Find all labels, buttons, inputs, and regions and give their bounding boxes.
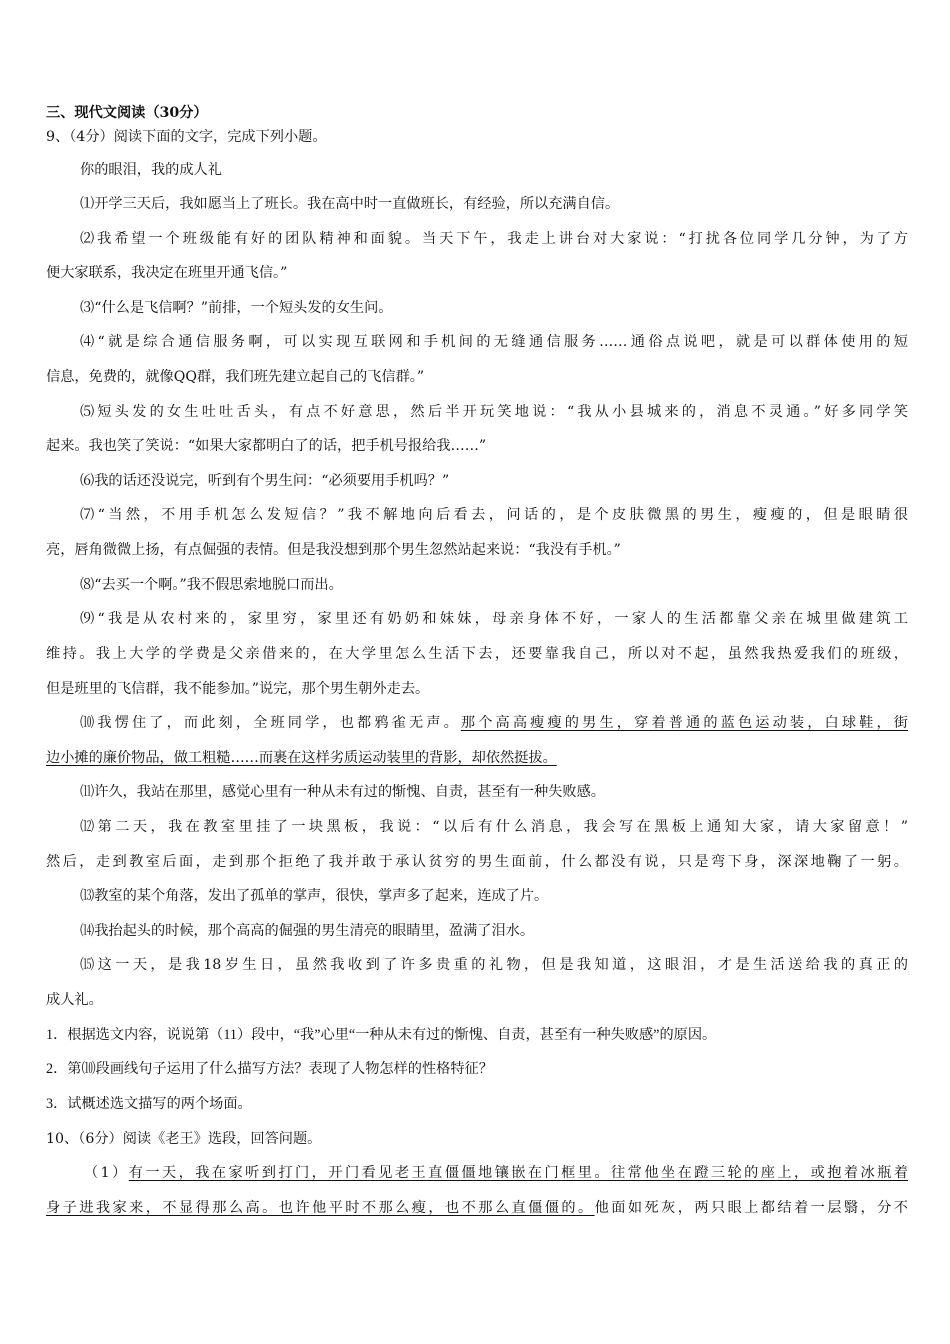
question-10-heading: 10、（6分）阅读《老王》选段，回答问题。 — [46, 1131, 322, 1147]
question-9-3: 3．试概述选文描写的两个场面。 — [46, 1096, 252, 1112]
question-9-1: 1．根据选文内容，说说第（11）段中，“我”心里“一种从未有过的惭愧、自责，甚至有一种失败感”的原因。 — [46, 1027, 717, 1043]
paragraph-7-line-1: ⑺“当然，不用手机怎么发短信？”我不解地向后看去，问话的，是个皮肤微黑的男生，瘦瘦的，但是眼睛很 — [80, 507, 908, 523]
paragraph-9-line-3: 但是班里的飞信群，我不能参加。”说完，那个男生朝外走去。 — [46, 681, 430, 697]
paragraph-14: ⒁我抬起头的时候，那个高高的倔强的男生清亮的眼睛里，盈满了泪水。 — [80, 923, 535, 939]
excerpt-underlined-text: 有一天，我在家听到打门，开门看见老王直僵僵地镶嵌在门框里。往常他坐在蹬三轮的座上，或抱着冰瓶着 — [128, 1165, 908, 1181]
paragraph-4-line-2: 信息，免费的，就像QQ群，我们班先建立起自己的飞信群。” — [46, 369, 425, 385]
paragraph-1: ⑴开学三天后，我如愿当上了班长。我在高中时一直做班长，有经验，所以充满自信。 — [80, 196, 620, 212]
paragraph-15-line-1: ⒂这一天，是我18岁生日，虽然我收到了许多贵重的礼物，但是我知道，这眼泪，才是生活送给我的真正的 — [80, 957, 908, 973]
paragraph-6: ⑹我的话还没说完，听到有个男生问：“必须要用手机吗？” — [80, 473, 450, 489]
paragraph-10-underlined-text: 那个高高瘦瘦的男生，穿着普通的蓝色运动装，白球鞋，街 — [460, 715, 908, 731]
paragraph-2-line-2: 便大家联系，我决定在班里开通飞信。” — [46, 265, 288, 281]
paragraph-10-line-1 — [80, 713, 908, 733]
paragraph-12-line-2: 然后，走到教室后面，走到那个拒绝了我并敢于承认贫穷的男生面前，什么都没有说，只是弯下身，深深地鞠了一躬。 — [46, 854, 908, 870]
excerpt-number: （1） — [84, 1165, 129, 1181]
question-10-excerpt-line-2 — [46, 1198, 908, 1218]
paragraph-8: ⑻“去买一个啊。”我不假思索地脱口而出。 — [80, 577, 343, 593]
paragraph-9-line-1: ⑼“我是从农村来的，家里穷，家里还有奶奶和妹妹，母亲身体不好，一家人的生活都靠父亲在城里做建筑工 — [80, 611, 908, 627]
paragraph-3: ⑶“什么是飞信啊？”前排，一个短头发的女生问。 — [80, 300, 393, 316]
article-title: 你的眼泪，我的成人礼 — [80, 162, 222, 178]
paragraph-5-line-2: 起来。我也笑了笑说：“如果大家都明白了的话，把手机号报给我……” — [46, 438, 487, 454]
paragraph-12-line-1: ⑿第二天，我在教室里挂了一块黑板，我说：“以后有什么消息，我会写在黑板上通知大家，请大家留意！” — [80, 819, 908, 835]
excerpt-underlined-text-2: 身子进我家来，不显得那么高。也许他平时不那么瘦，也不那么直僵僵的。 — [46, 1200, 595, 1216]
paragraph-7-line-2: 亮，唇角微微上扬，有点倔强的表情。但是我没想到那个男生忽然站起来说：“我没有手机。” — [46, 542, 621, 558]
paragraph-2-line-1: ⑵我希望一个班级能有好的团队精神和面貌。当天下午，我走上讲台对大家说：“打扰各位同学几分钟，为了方 — [80, 231, 908, 247]
section-title: 三、现代文阅读（30分） — [46, 105, 208, 121]
paragraph-4-line-1: ⑷“就是综合通信服务啊，可以实现互联网和手机间的无缝通信服务……通俗点说吧，就是可以群体使用的短 — [80, 334, 908, 350]
excerpt-plain-text: 他面如死灰，两只眼上都结着一层翳，分不 — [594, 1200, 908, 1216]
question-9-heading: 9、（4分）阅读下面的文字，完成下列小题。 — [46, 129, 327, 145]
paragraph-10-line-2 — [46, 748, 908, 768]
paragraph-5-line-1: ⑸短头发的女生吐吐舌头，有点不好意思，然后半开玩笑地说：“我从小县城来的，消息不灵通。”好多同学笑 — [80, 404, 908, 420]
question-9-2: 2．第⑽段画线句子运用了什么描写方法？表现了人物怎样的性格特征？ — [46, 1061, 493, 1077]
paragraph-10-underlined-text-2: 边小摊的廉价物品，做工粗糙……而裹在这样劣质运动装里的背影，却依然挺拔。 — [46, 750, 557, 766]
paragraph-9-line-2: 维持。我上大学的学费是父亲借来的，在大学里怎么生活下去，还要靠我自己，所以对不起，虽然我热爱我们的班级， — [46, 646, 908, 662]
question-10-excerpt-line-1 — [84, 1163, 908, 1183]
paragraph-11: ⑾许久，我站在那里，感觉心里有一种从未有过的惭愧、自责，甚至有一种失败感。 — [80, 784, 605, 800]
paragraph-15-line-2: 成人礼。 — [46, 992, 103, 1008]
paragraph-10-plain-text: ⑽我愣住了，而此刻，全班同学，也都鸦雀无声。 — [80, 715, 461, 731]
paragraph-13: ⒀教室的某个角落，发出了孤单的掌声，很快，掌声多了起来，连成了片。 — [80, 888, 549, 904]
